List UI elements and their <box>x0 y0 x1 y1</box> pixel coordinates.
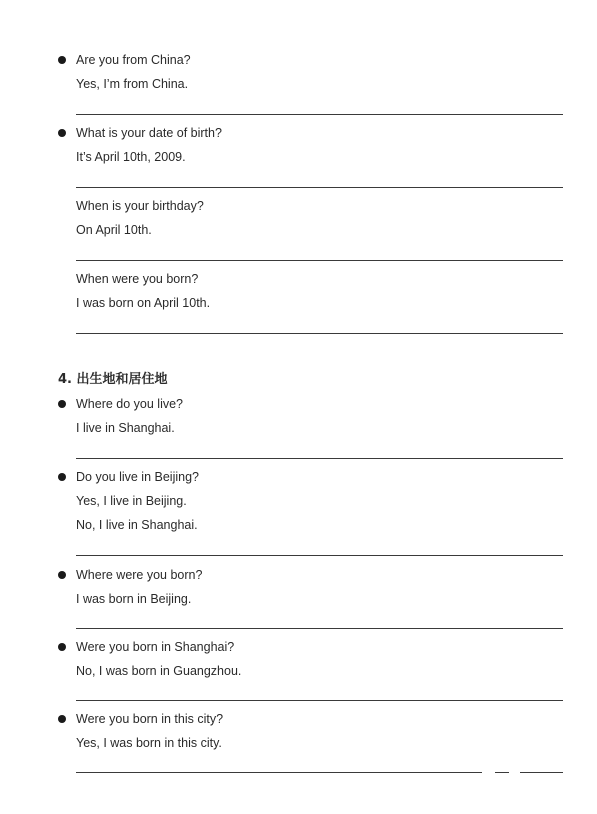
answer-text: No, I live in Shanghai. <box>76 518 198 532</box>
answer-writing-line[interactable] <box>76 458 563 459</box>
answer-text: I live in Shanghai. <box>76 421 175 435</box>
bullet-point <box>58 400 66 408</box>
answer-writing-line[interactable] <box>76 700 563 701</box>
answer-text: No, I was born in Guangzhou. <box>76 664 242 678</box>
answer-text: On April 10th. <box>76 223 152 237</box>
bullet-point <box>58 571 66 579</box>
question-text: Are you from China? <box>76 53 191 67</box>
answer-text: Yes, I was born in this city. <box>76 736 222 750</box>
answer-text: Yes, I live in Beijing. <box>76 494 187 508</box>
answer-writing-line[interactable] <box>76 187 563 188</box>
answer-text: It’s April 10th, 2009. <box>76 150 186 164</box>
bullet-point <box>58 643 66 651</box>
question-text: Where do you live? <box>76 397 184 411</box>
answer-writing-line[interactable] <box>76 333 563 334</box>
section-title: 4. 出生地和居住地 <box>58 372 168 387</box>
question-text: What is your date of birth? <box>76 126 222 140</box>
answer-writing-line[interactable] <box>76 114 563 115</box>
question-text: When is your birthday? <box>76 199 204 213</box>
question-text: Were you born in this city? <box>76 712 224 726</box>
answer-text: Yes, I’m from China. <box>76 77 189 91</box>
bullet-point <box>58 715 66 723</box>
question-text: Do you live in Beijing? <box>76 470 199 484</box>
answer-writing-line[interactable] <box>76 628 563 629</box>
bullet-point <box>58 473 66 481</box>
answer-writing-line[interactable] <box>76 772 482 773</box>
answer-text: I was born in Beijing. <box>76 592 192 606</box>
question-text: Were you born in Shanghai? <box>76 640 235 654</box>
answer-text: I was born on April 10th. <box>76 296 211 310</box>
answer-writing-line[interactable] <box>76 555 563 556</box>
question-text: Where were you born? <box>76 568 203 582</box>
bullet-point <box>58 129 66 137</box>
answer-writing-line[interactable] <box>76 260 563 261</box>
question-text: When were you born? <box>76 272 199 286</box>
bullet-point <box>58 56 66 64</box>
answer-writing-line-segment[interactable] <box>520 772 563 773</box>
answer-writing-line-segment[interactable] <box>495 772 509 773</box>
